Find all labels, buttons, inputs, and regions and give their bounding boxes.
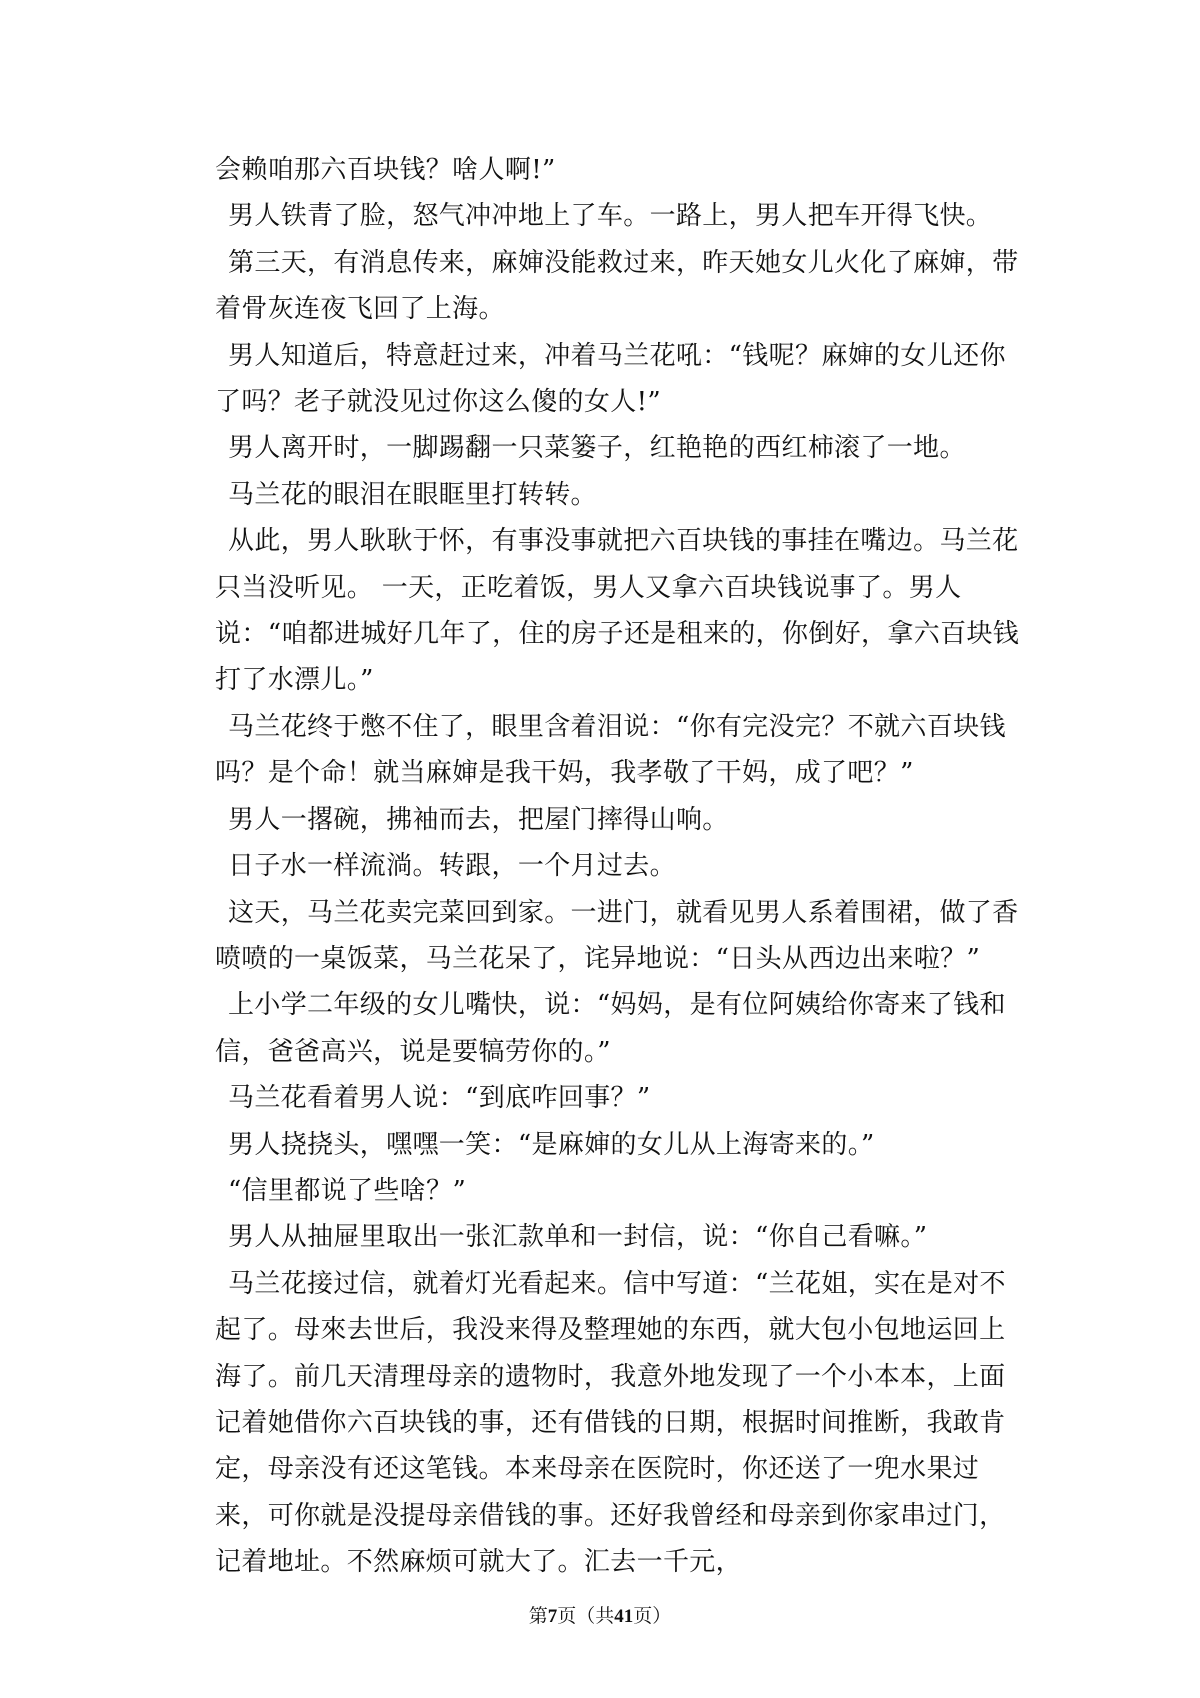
footer-middle: 页（共: [557, 1605, 615, 1627]
paragraph-11: 这天，马兰花卖完菜回到家。一进门，就看见男人系着围裙，做了香喷喷的一桌饭菜，马兰花呆了，诧异地说：“日头从西边出来啦？”: [215, 897, 1019, 974]
paragraph-7: 从此，男人耿耿于怀，有事没事就把六百块钱的事挂在嘴边。马兰花只当没听见。 一天，正吃着饭，男人又拿六百块钱说事了。男人说：“咱都进城好几年了，住的房子还是租来的，你倒好，拿六百块钱打了水漂儿。”: [215, 526, 1020, 696]
footer-total-pages: 41: [614, 1606, 634, 1627]
paragraph-3: 第三天，有消息传来，麻婶没能救过来，昨天她女儿火化了麻婶，带着骨灰连夜飞回了上海。: [215, 247, 1019, 325]
paragraph-1: 会赖咱那六百块钱？啥人啊!”: [215, 155, 556, 185]
footer-prefix: 第: [528, 1605, 548, 1627]
paragraph-17: 马兰花接过信，就着灯光看起来。信中写道：“兰花姐，实在是对不起了。母來去世后，我没来得及整理她的东西，就大包小包地运回上海了。前几天清理母亲的遗物时，我意外地发现了一个小本本，上面记着她借你六百块钱的事，还有借钱的日期，根据时间推断，我敢肯定，母亲没有还这笔钱。本来母亲在医院时，你还送了一兜水果过来，可你就是没提母亲借钱的事。还好我曾经和母亲到你家串过门，记着地址。不然麻烦可就大了。汇去一千元，: [215, 1268, 1006, 1578]
paragraph-9: 男人一撂碗，拂袖而去，把屋门摔得山响。: [228, 804, 729, 835]
footer-suffix: 页）: [633, 1605, 672, 1627]
body-text: [215, 147, 1025, 1586]
paragraph-14: 男人挠挠头，嘿嘿一笑：“是麻婶的女儿从上海寄来的。”: [228, 1129, 875, 1160]
paragraph-13: 马兰花看着男人说：“到底咋回事？”: [228, 1083, 651, 1114]
paragraph-10: 日子水一样流淌。转跟，一个月过去。: [228, 851, 676, 882]
footer-page-number: 7: [547, 1606, 558, 1627]
paragraph-15: “信里都说了些啥？”: [228, 1175, 467, 1206]
paragraph-6: 马兰花的眼泪在眼眶里打转转。: [228, 479, 597, 510]
paragraph-4: 男人知道后，特意赶过来，冲着马兰花吼：“钱呢？麻婶的女儿还你了吗？老子就没见过你这么傻的女人!”: [215, 340, 1006, 418]
paragraph-2: 男人铁青了脸，怒气冲冲地上了车。一路上，男人把车开得飞快。: [228, 201, 993, 232]
paragraph-12: 上小学二年级的女儿嘴快，说：“妈妈，是有位阿姨给你寄来了钱和信，爸爸高兴，说是要犒劳你的。”: [215, 990, 1006, 1067]
paragraph-8: 马兰花终于憋不住了，眼里含着泪说：“你有完没完？不就六百块钱吗？是个命！就当麻婶是我干妈，我孝敬了干妈，成了吧？”: [215, 711, 1006, 789]
paragraph-5: 男人离开时，一脚踢翻一只菜篓子，红艳艳的西红柿滚了一地。: [228, 433, 966, 464]
paragraph-16: 男人从抽屉里取出一张汇款单和一封信，说：“你自己看嘛。”: [228, 1222, 928, 1253]
page-footer: [0, 1604, 1200, 1629]
